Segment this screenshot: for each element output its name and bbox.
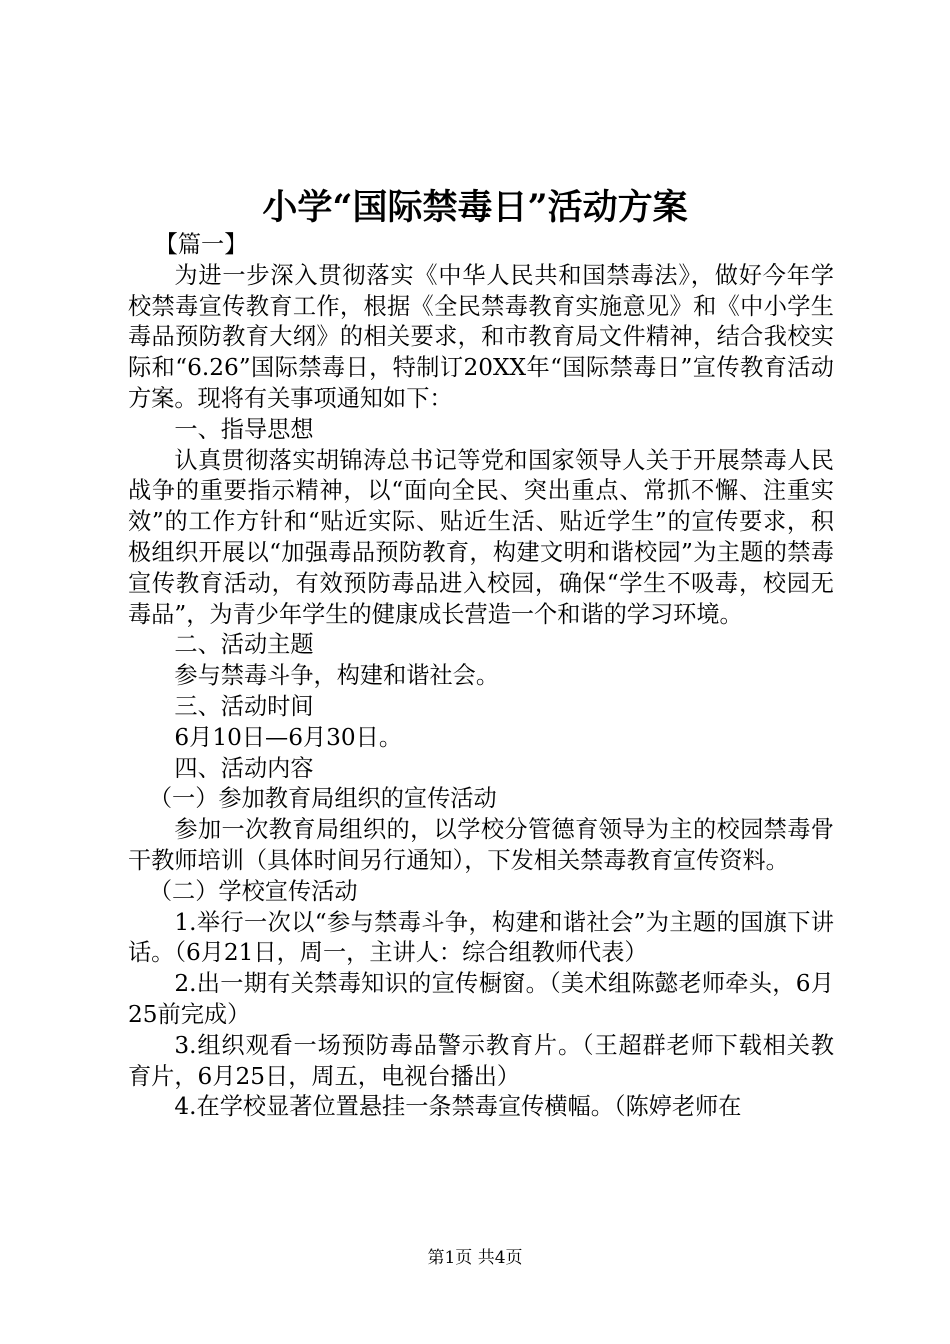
heading-guiding-thought: 一、指导思想: [174, 415, 314, 443]
page-footer: 第1页 共4页: [427, 1248, 523, 1268]
document-body: [128, 230, 834, 1123]
activity-time-paragraph: 6月10日—6月30日。: [174, 723, 403, 751]
list-item: 1.举行一次以“参与禁毒斗争，构建和谐社会”为主题的国旗下讲话。（6月21日，周一，主讲人：综合组教师代表）: [128, 908, 834, 967]
section-marker: 【篇一】: [154, 231, 248, 258]
list-item: 4.在学校显著位置悬挂一条禁毒宣传横幅。（陈婷老师在: [174, 1093, 742, 1121]
subheading-bureau-activity: （一）参加教育局组织的宣传活动: [148, 785, 497, 813]
list-item: 2.出一期有关禁毒知识的宣传橱窗。（美术组陈懿老师牵头，6月25前完成）: [128, 970, 834, 1028]
document-title: 小学“国际禁毒日”活动方案: [262, 187, 688, 228]
activity-theme-paragraph: 参与禁毒斗争，构建和谐社会。: [174, 662, 500, 690]
intro-paragraph: 为进一步深入贯彻落实《中华人民共和国禁毒法》，做好今年学校禁毒宣传教育工作，根据《全民禁毒教育实施意见》和《中小学生毒品预防教育大纲》的相关要求，和市教育局文件精神，结合我校实际和“6.26”国际禁毒日，特制订20XX年“国际禁毒日”宣传教育活动方案。现将有关事项通知如下：: [128, 261, 834, 412]
heading-activity-time: 三、活动时间: [174, 692, 314, 720]
subheading-school-activity: （二）学校宣传活动: [148, 877, 358, 905]
guiding-thought-paragraph: 认真贯彻落实胡锦涛总书记等党和国家领导人关于开展禁毒人民战争的重要指示精神，以“面向全民、突出重点、常抓不懈、注重实效”的工作方针和“贴近实际、贴近生活、贴近学生”的宣传要求，积极组织开展以“加强毒品预防教育，构建文明和谐校园”为主题的禁毒宣传教育活动，有效预防毒品进入校园，确保“学生不吸毒，校园无毒品”，为青少年学生的健康成长营造一个和谐的学习环境。: [128, 446, 834, 628]
list-item: 3.组织观看一场预防毒品警示教育片。（王超群老师下载相关教育片，6月25日，周五，电视台播出）: [128, 1031, 834, 1090]
heading-activity-theme: 二、活动主题: [174, 631, 314, 659]
bureau-activity-paragraph: 参加一次教育局组织的，以学校分管德育领导为主的校园禁毒骨干教师培训（具体时间另行通知），下发相关禁毒教育宣传资料。: [128, 816, 834, 874]
heading-activity-content: 四、活动内容: [174, 754, 314, 782]
